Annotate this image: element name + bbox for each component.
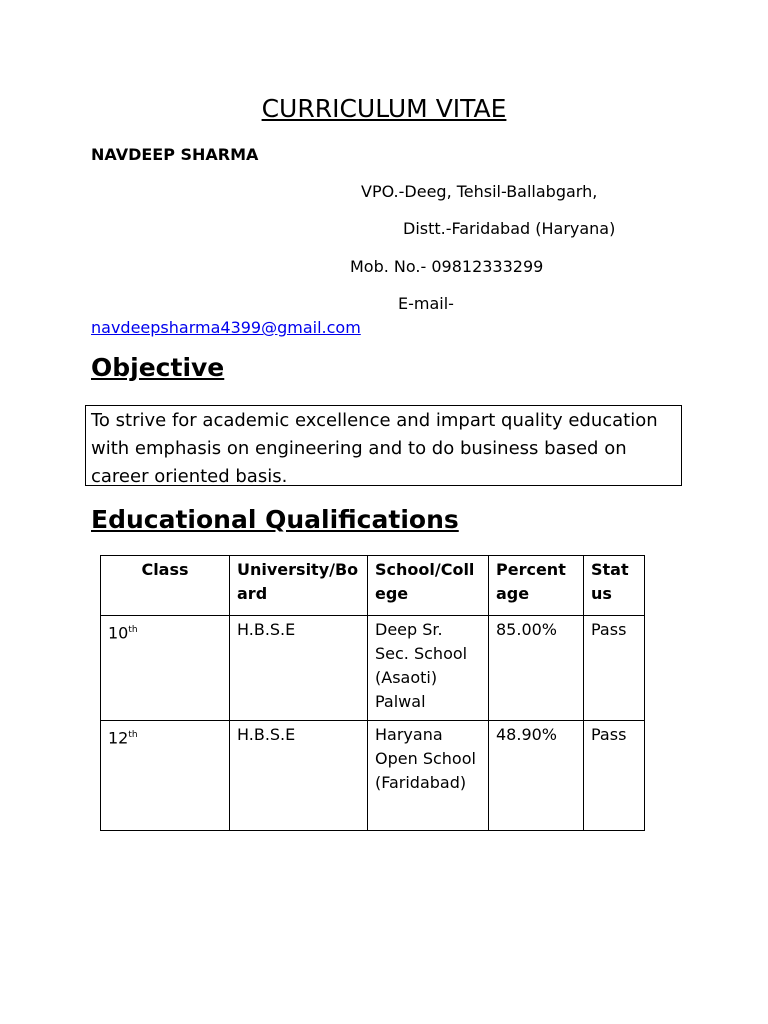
objective-text: To strive for academic excellence and impart quality education with emphasis on engineering and to do business based on career oriented basis. <box>91 410 658 487</box>
column-header-status: Status <box>584 556 645 616</box>
cell-board: H.B.S.E <box>230 721 368 831</box>
objective-heading: Objective <box>91 353 225 382</box>
cell-school: Deep Sr. Sec. School (Asaoti) Palwal <box>368 616 489 721</box>
class-suffix: th <box>128 625 138 635</box>
objective-box <box>85 405 682 486</box>
class-number: 10 <box>108 623 129 643</box>
education-table <box>100 555 645 831</box>
document-title: CURRICULUM VITAE <box>261 94 507 123</box>
address-line-2: Distt.-Faridabad (Haryana) <box>403 219 616 238</box>
cell-percentage: 48.90% <box>489 721 584 831</box>
table-row <box>101 721 645 831</box>
cell-status: Pass <box>584 616 645 721</box>
class-number: 12 <box>108 728 129 748</box>
column-header-board: University/Board <box>230 556 368 616</box>
column-header-class: Class <box>101 556 230 616</box>
table-header-row <box>101 556 645 616</box>
education-heading: Educational Qualifications <box>91 505 459 534</box>
mobile-number: Mob. No.- 09812333299 <box>350 257 544 276</box>
column-header-school: School/College <box>368 556 489 616</box>
candidate-name: NAVDEEP SHARMA <box>91 145 259 164</box>
cell-class <box>101 721 230 831</box>
address-line-1: VPO.-Deeg, Tehsil-Ballabgarh, <box>361 182 598 201</box>
cell-school: Haryana Open School (Faridabad) <box>368 721 489 831</box>
class-suffix: th <box>128 730 138 740</box>
cell-status: Pass <box>584 721 645 831</box>
cell-percentage: 85.00% <box>489 616 584 721</box>
cell-board: H.B.S.E <box>230 616 368 721</box>
email-label: E-mail- <box>398 294 454 313</box>
table-row <box>101 616 645 721</box>
email-link[interactable]: navdeepsharma4399@gmail.com <box>91 318 361 337</box>
column-header-percentage: Percentage <box>489 556 584 616</box>
cell-class <box>101 616 230 721</box>
